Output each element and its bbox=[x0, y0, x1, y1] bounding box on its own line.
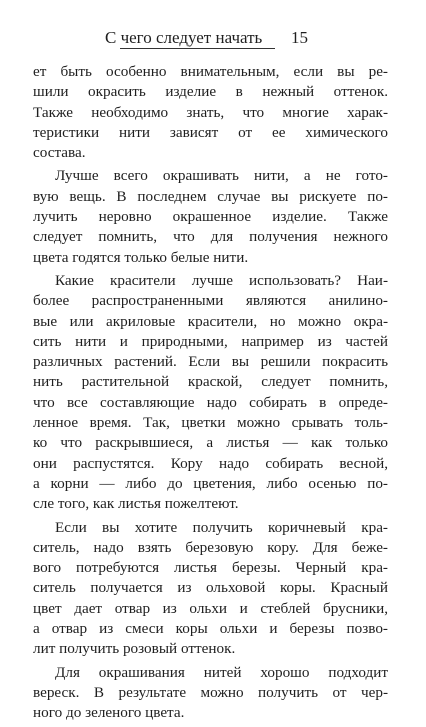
text-line: Какие красители лучше использовать? Наи- bbox=[55, 271, 388, 289]
text-line: вого потребуются листья березы. Черный кра- bbox=[33, 559, 388, 577]
text-line: следует помнить, что для получения нежного bbox=[33, 228, 388, 246]
page-number: 15 bbox=[291, 28, 308, 47]
text-line: ет быть особенно внимательным, если вы ре- bbox=[33, 63, 388, 80]
text-line: Если вы хотите получить коричневый кра- bbox=[55, 518, 388, 536]
text-line: лучить неровно окрашенное изделие. Также bbox=[33, 208, 388, 226]
text-line: ленное время. Так, цветки можно срывать толь- bbox=[33, 414, 388, 432]
paragraph bbox=[33, 166, 388, 267]
text-line: сле того, как листья пожелтеют. bbox=[33, 495, 239, 513]
text-line: состава. bbox=[33, 144, 86, 162]
text-line: сить нити и природными, например из частей bbox=[33, 332, 388, 350]
text-line: нить растительной краской, следует помнить, bbox=[33, 373, 388, 391]
text-line: ного до зеленого цвета. bbox=[33, 704, 185, 722]
text-line: вереск. В результате можно получить от чер- bbox=[33, 683, 388, 701]
text-line: цвета годятся только белые нити. bbox=[33, 248, 249, 266]
text-line: шили окрасить изделие в нежный оттенок. bbox=[33, 83, 388, 101]
text-line: ситель, надо взять березовую кору. Для беже- bbox=[33, 538, 388, 556]
body-text bbox=[33, 62, 388, 727]
text-line: различных растений. Если вы решили покрасить bbox=[33, 353, 388, 371]
text-line: они распустятся. Кору надо собирать весной, bbox=[33, 454, 388, 472]
text-line: вую вещь. В последнем случае вы рискуете по- bbox=[33, 187, 388, 205]
text-line: Также необходимо знать, что многие харак- bbox=[33, 103, 388, 121]
text-line: а отвар из смеси коры ольхи и березы позво- bbox=[33, 620, 388, 638]
text-line: более распространенными являются анилино- bbox=[33, 292, 388, 310]
text-line: теристики нити зависят от ее химического bbox=[33, 123, 388, 141]
running-head bbox=[105, 26, 355, 50]
text-line: что все составляющие надо собирать в опреде- bbox=[33, 393, 388, 411]
running-title: С чего следует начать bbox=[105, 28, 263, 47]
text-line: ситель получается из ольховой коры. Красный bbox=[33, 579, 388, 597]
text-line: ко что раскрывшиеся, а листья — как только bbox=[33, 434, 388, 452]
text-line: цвет дает отвар из ольхи и стеблей брусники, bbox=[33, 599, 388, 617]
paragraph bbox=[33, 62, 388, 163]
text-line: а корни — либо до цветения, либо осенью по- bbox=[33, 474, 388, 492]
text-line: вые или акриловые красители, но можно окра- bbox=[33, 312, 388, 330]
paragraph bbox=[33, 518, 388, 660]
paragraph bbox=[33, 271, 388, 515]
header-rule bbox=[120, 48, 275, 49]
text-line: Для окрашивания нитей хорошо подходит bbox=[55, 663, 388, 681]
text-line: лит получить розовый оттенок. bbox=[33, 640, 236, 658]
text-line: Лучше всего окрашивать нити, а не гото- bbox=[55, 167, 388, 185]
paragraph bbox=[33, 663, 388, 724]
